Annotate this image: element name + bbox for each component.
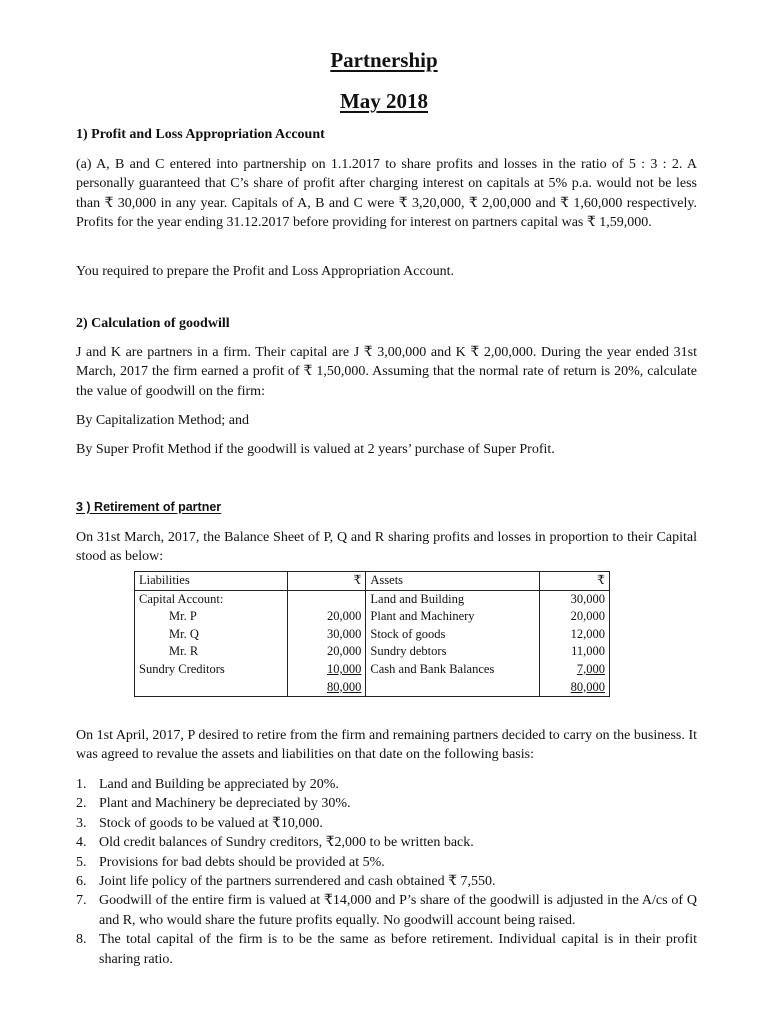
q1-instruction: You required to prepare the Profit and Loss Appropriation Account. <box>76 264 455 279</box>
q3-intro: On 31st March, 2017, the Balance Sheet of P, Q and R sharing profits and losses in proportion to their Capital stood as below: <box>76 530 697 565</box>
asset-label: Land and Building <box>366 590 540 608</box>
asset-label: Plant and Machinery <box>366 608 540 626</box>
asset-amount: 7,000 <box>539 661 609 679</box>
empty-cell <box>366 679 540 697</box>
asset-amount: 30,000 <box>539 590 609 608</box>
liability-amount: 30,000 <box>288 626 366 644</box>
liability-amount <box>288 590 366 608</box>
total-liabilities: 80,000 <box>288 679 366 697</box>
list-item <box>76 794 697 813</box>
list-text: Land and Building be appreciated by 20%. <box>99 777 339 792</box>
list-text: Stock of goods to be valued at ₹10,000. <box>99 815 323 831</box>
q3-heading: 3 ) Retirement of partner <box>76 500 222 514</box>
table-row <box>135 643 610 661</box>
liability-amount: 20,000 <box>288 608 366 626</box>
list-text: Plant and Machinery be depreciated by 30%. <box>99 796 351 812</box>
liability-label: Sundry Creditors <box>135 661 288 679</box>
list-number: 1. <box>76 777 87 792</box>
list-item <box>76 833 697 852</box>
liability-label: Mr. R <box>135 643 288 661</box>
asset-label: Cash and Bank Balances <box>366 661 540 679</box>
liability-amount: 10,000 <box>288 661 366 679</box>
liabilities-header: Liabilities <box>135 572 288 591</box>
liability-amount: 20,000 <box>288 643 366 661</box>
list-text: The total capital of the firm is to be the same as before retirement. Individual capital is in their profit sharing ratio. <box>99 932 697 967</box>
table-header-row <box>135 572 610 591</box>
asset-amount: 12,000 <box>539 626 609 644</box>
list-number: 7. <box>76 893 87 909</box>
list-number: 6. <box>76 874 87 890</box>
list-item <box>76 814 697 833</box>
asset-label: Stock of goods <box>366 626 540 644</box>
list-number: 2. <box>76 796 87 812</box>
q2-method-2: By Super Profit Method if the goodwill is valued at 2 years’ purchase of Super Profit. <box>76 442 555 457</box>
q2-method-1: By Capitalization Method; and <box>76 413 250 428</box>
balance-sheet-table <box>134 571 610 697</box>
list-text: Joint life policy of the partners surrendered and cash obtained ₹ 7,550. <box>99 874 496 890</box>
table-total-row <box>135 679 610 697</box>
list-item <box>76 853 697 872</box>
list-text: Goodwill of the entire firm is valued at ₹14,000 and P’s share of the goodwill is adjusted in the A/cs of Q and R, who would share the future profits equally. No goodwill account being raised. <box>99 893 697 928</box>
table-row <box>135 661 610 679</box>
list-number: 8. <box>76 932 87 948</box>
list-item <box>76 775 697 794</box>
assets-header: Assets <box>366 572 540 591</box>
table-row <box>135 626 610 644</box>
asset-label: Sundry debtors <box>366 643 540 661</box>
list-item <box>76 930 697 969</box>
document-subtitle: May 2018 <box>339 89 429 113</box>
liability-label: Mr. Q <box>135 626 288 644</box>
q3-retirement-paragraph: On 1st April, 2017, P desired to retire from the firm and remaining partners decided to carry on the business. It was agreed to revalue the assets and liabilities on that date on the following basis: <box>76 728 697 763</box>
q2-paragraph: J and K are partners in a firm. Their capital are J ₹ 3,00,000 and K ₹ 2,00,000. During the year ended 31st March, 2017 the firm earned a profit of ₹ 1,50,000. Assuming that the normal rate of return is 20%, calculate the value of goodwill on the firm: <box>76 345 697 399</box>
list-text: Old credit balances of Sundry creditors, ₹2,000 to be written back. <box>99 835 474 851</box>
liabilities-rupee-header: ₹ <box>288 572 366 591</box>
empty-cell <box>135 679 288 697</box>
assets-rupee-header: ₹ <box>539 572 609 591</box>
table-row <box>135 590 610 608</box>
list-item <box>76 872 697 891</box>
document-title: Partnership <box>330 48 438 72</box>
q2-heading: 2) Calculation of goodwill <box>76 316 230 331</box>
liability-label: Capital Account: <box>135 590 288 608</box>
list-number: 4. <box>76 835 87 851</box>
table-row <box>135 608 610 626</box>
total-assets: 80,000 <box>539 679 609 697</box>
revaluation-rules-list <box>76 775 697 969</box>
asset-amount: 11,000 <box>539 643 609 661</box>
q1-heading: 1) Profit and Loss Appropriation Account <box>76 127 325 142</box>
q1-paragraph: (a) A, B and C entered into partnership on 1.1.2017 to share profits and losses in the ratio of 5 : 3 : 2. A personally guaranteed that C’s share of profit after charging interest on capitals at 5% p.a. would not be less than ₹ 30,000 in any year. Capitals of A, B and C were ₹ 3,20,000, ₹ 2,00,000 and ₹ 1,60,000 respectively. Profits for the year ending 31.12.2017 before providing for interest on partners capital was ₹ 1,59,000. <box>76 157 697 231</box>
list-item <box>76 891 697 930</box>
asset-amount: 20,000 <box>539 608 609 626</box>
liability-label: Mr. P <box>135 608 288 626</box>
list-number: 3. <box>76 815 87 831</box>
list-number: 5. <box>76 854 87 870</box>
list-text: Provisions for bad debts should be provided at 5%. <box>99 854 385 870</box>
